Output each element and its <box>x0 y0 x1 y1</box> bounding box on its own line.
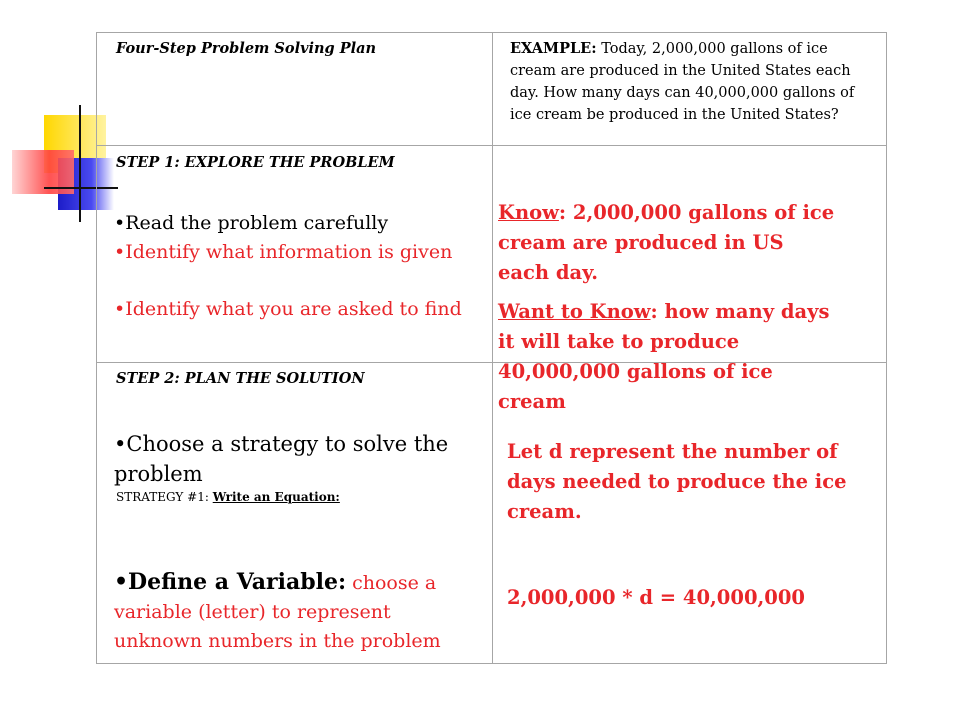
step1-bullet-identify-given: •Identify what information is given <box>114 241 453 263</box>
want-label: Want to Know <box>498 300 651 323</box>
know-text: : 2,000,000 gallons of ice cream are produced in US each day. <box>498 201 835 284</box>
strategy-line <box>116 490 340 504</box>
table-column-divider <box>492 32 493 664</box>
want-statement <box>498 297 843 417</box>
know-label: Know <box>498 201 559 224</box>
step2-title: STEP 2: PLAN THE SOLUTION <box>116 370 365 387</box>
step2-bullet-strategy: •Choose a strategy to solve the problem <box>114 432 449 486</box>
want-text: : how many days it will take to produce 40,000,000 gallons of ice cream <box>498 300 830 413</box>
step1-bullet-identify-find: •Identify what you are asked to find <box>114 298 462 320</box>
know-statement <box>498 198 838 288</box>
step1-bullet-read: •Read the problem carefully <box>114 212 389 234</box>
plan-title: Four-Step Problem Solving Plan <box>116 40 377 57</box>
strategy-prefix: STRATEGY #1: <box>116 490 213 504</box>
step1-title: STEP 1: EXPLORE THE PROBLEM <box>116 154 395 171</box>
let-statement: Let d represent the number of days needed to produce the ice cream. <box>507 440 847 523</box>
table-row-divider-1 <box>96 145 887 146</box>
example-label: EXAMPLE: <box>510 40 597 57</box>
example-body: Today, 2,000,000 gallons of ice cream are produced in the United States each day. How many days can 40,000,000 gallons of ice cream be produced in the United States? <box>510 41 855 123</box>
define-label: •Define a Variable: <box>114 569 347 595</box>
define-variable <box>114 568 476 656</box>
equation: 2,000,000 * d = 40,000,000 <box>507 586 806 609</box>
define-text: choose a variable (letter) to represent unknown numbers in the problem <box>114 572 441 652</box>
example-text <box>510 38 875 126</box>
strategy-name: Write an Equation: <box>212 490 340 504</box>
